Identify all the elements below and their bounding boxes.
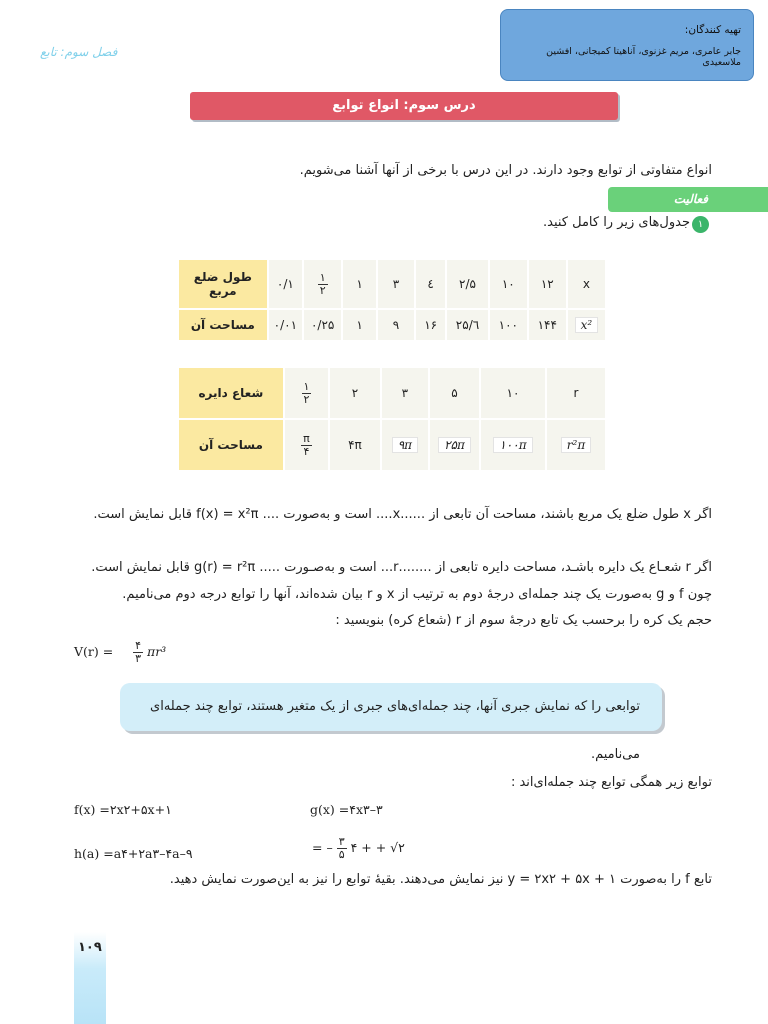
- intro-text: انواع متفاوتی از توابع وجود دارند. در این درس با برخی از آنها آشنا می‌شویم.: [299, 163, 712, 178]
- table-cell: ۱۴۴: [528, 309, 567, 341]
- table-cell: x²: [567, 309, 606, 341]
- table-cell: r²π: [546, 419, 606, 471]
- table-cell-fraction: $\frac{۱}{۲}$: [284, 367, 330, 419]
- table-cell: ۱: [342, 309, 377, 341]
- row-header: شعاع دایره: [178, 367, 284, 419]
- table-cell: ۴π: [329, 419, 380, 471]
- table-cell: r: [546, 367, 606, 419]
- examples-note: تابع f را به‌صورت y = ۲x۲ + ۵x + ۱ نیز نمایش می‌دهند. بقیهٔ توابع را نیز به این‌صورت نمایش دهید.: [169, 872, 712, 887]
- table-cell: ۰/۰۱: [268, 309, 303, 341]
- table-cell: ٦/۲۵: [446, 309, 489, 341]
- table-cell: ۱: [342, 259, 377, 309]
- example-h: h(a) =a۴+۲a۳–۴a–۹: [74, 846, 193, 861]
- square-table: [177, 258, 607, 342]
- example-g: g(x) =۴x۳–۳: [310, 802, 383, 817]
- chapter-label: فصل سوم: تابع: [40, 45, 118, 59]
- table-cell: ۰/۱: [268, 259, 303, 309]
- table-cell: x: [567, 259, 606, 309]
- row-header: طول ضلع مربع: [178, 259, 268, 309]
- table-cell: ۱۰: [489, 259, 528, 309]
- activity-instruction: جدول‌های زیر را کامل کنید.: [542, 215, 690, 230]
- table-cell: ۵: [429, 367, 480, 419]
- statement-quadratic: چون f و g به‌صورت یک چند جمله‌ای درجهٔ دوم به ترتیب از x و r بیان شده‌اند، آنها را توابع درجه دوم می‌نامیم.: [122, 587, 712, 602]
- table-cell: ۹: [377, 309, 415, 341]
- table-cell: ۳: [381, 367, 430, 419]
- statement-circle: اگر r شعـاع یک دایره باشـد، مساحت دایره تابعی از ........r... است و به‌صـورت ..... g(r) = r²π قابل نمایش است.: [91, 560, 712, 575]
- example-k: = – $\frac{۳}{۵}$ ۴ + + √۲: [312, 835, 405, 861]
- table-cell: ٤: [415, 259, 446, 309]
- table-cell: ۱۲: [528, 259, 567, 309]
- authors-names: جابر عامری، مریم غزنوی، آناهیتا کمیجانی، افشین ملاسعیدی: [546, 46, 741, 68]
- definition-box: توابعی را که نمایش جبری آنها، چند جمله‌ای‌های جبری از یک متغیر هستند، توابع چند جمله‌ای می‌نامیم.: [120, 683, 662, 731]
- row-header: مساحت آن: [178, 309, 268, 341]
- table-cell: ۲: [329, 367, 380, 419]
- row-header: مساحت آن: [178, 419, 284, 471]
- page-number: ۱۰۹: [78, 940, 102, 955]
- authors-title: تهیه کنندگان:: [684, 24, 741, 36]
- authors-box: [500, 9, 754, 81]
- lesson-title: درس سوم: انواع توابع: [190, 92, 618, 120]
- table-cell: ۹π: [381, 419, 430, 471]
- statement-volume: حجم یک کره را برحسب یک تابع درجهٔ سوم از r (شعاع کره) بنویسید :: [335, 613, 712, 628]
- volume-formula: V(r) = $\frac{۴}{۳}$ πr³: [74, 639, 167, 665]
- activity-number: ۱: [692, 216, 709, 233]
- examples-heading: توابع زیر همگی توابع چند جمله‌ای‌اند :: [510, 775, 712, 790]
- example-f: f(x) =۲x۲+۵x+۱: [74, 802, 172, 817]
- table-cell: ۱۰: [480, 367, 546, 419]
- table-cell: ۲۵π: [429, 419, 480, 471]
- table-cell: ۱۰۰π: [480, 419, 546, 471]
- table-cell: ۳: [377, 259, 415, 309]
- table-cell-fraction: $\frac{\pi}{۴}$: [284, 419, 330, 471]
- table-cell: ۲/۵: [446, 259, 489, 309]
- table-cell-fraction: $\frac{۱}{۲}$: [303, 259, 342, 309]
- statement-square: اگر x طول ضلع یک مربع باشند، مساحت آن تابعی از ......x.... است و به‌صورت .... f(x) = x²π قابل نمایش است.: [93, 507, 712, 522]
- table-cell: ۱۰۰: [489, 309, 528, 341]
- table-cell: ۱۶: [415, 309, 446, 341]
- table-cell: ۰/۲۵: [303, 309, 342, 341]
- activity-tab: فعالیت: [608, 187, 768, 212]
- circle-table: [177, 366, 607, 472]
